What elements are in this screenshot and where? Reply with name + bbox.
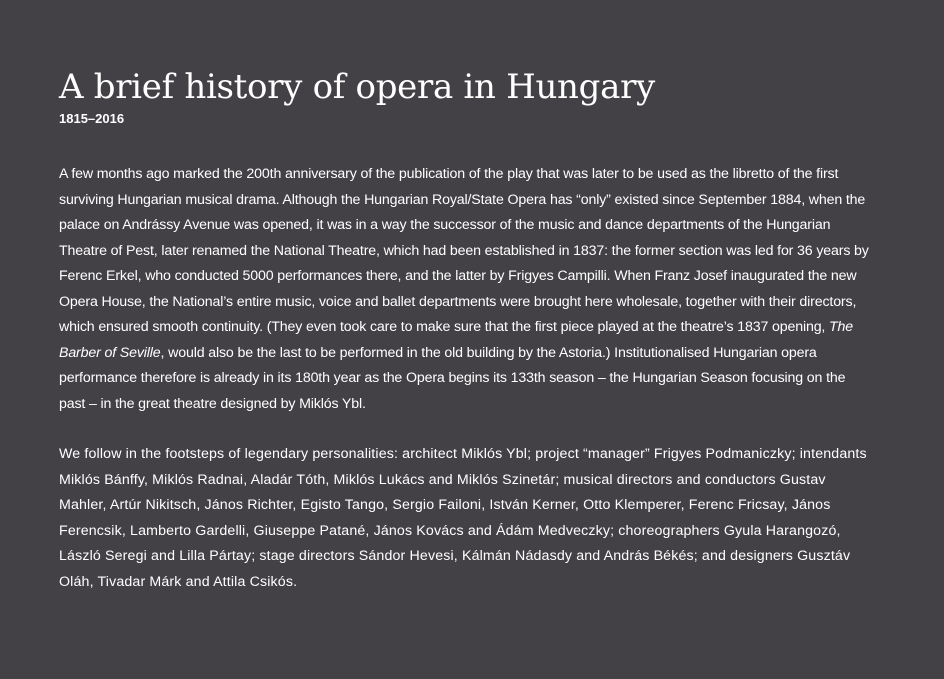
date-range-subtitle: 1815–2016 (59, 111, 125, 126)
history-text-after: , would also be the last to be performed in the old building by the Astoria.) Institutionalised Hungarian opera performance therefore is already in its 180th year as the Opera begins its 133th season – the Hungarian Season focusing on the past – in the great theatre designed by Miklós Ybl. (59, 344, 846, 412)
page-title: A brief history of opera in Hungary (59, 67, 655, 107)
personalities-paragraph: We follow in the footsteps of legendary personalities: architect Miklós Ybl; project “manager” Frigyes Podmaniczky; intendants Miklós Bánffy, Miklós Radnai, Aladár Tóth, Miklós Lukács and Miklós Szinetár; musical directors and conductors Gustav Mahler, Artúr Nikitsch, János Richter, Egisto Tango, Sergio Failoni, István Kerner, Otto Klemperer, Ferenc Fricsay, János Ferencsik, Lamberto Gardelli, Giuseppe Patané, János Kovács and Ádám Medveczky; choreographers Gyula Harangozó, László Seregi and Lilla Pártay; stage directors Sándor Hevesi, Kálmán Nádasdy and András Békés; and designers Gusztáv Oláh, Tivadar Márk and Attila Csikós. (59, 446, 867, 590)
history-paragraph (59, 162, 874, 417)
italic-title: The Barber of Seville (59, 319, 854, 361)
article (59, 64, 874, 595)
history-text-before: A few months ago marked the 200th anniversary of the publication of the play that was later to be used as the libretto of the first surviving Hungarian musical drama. Although the Hungarian Royal/State Opera has “only” existed since September 1884, when the palace on Andrássy Avenue was opened, it was in a way the successor of the music and dance departments of the Hungarian Theatre of Pest, later renamed the National Theatre, which had been established in 1837: the former section was led for 36 years by Ferenc Erkel, who conducted 5000 performances there, and the latter by Frigyes Campilli. When Franz Josef inaugurated the new Opera House, the National’s entire music, voice and ballet departments were brought here wholesale, together with their directors, which ensured smooth continuity. (They even took care to make sure that the first piece played at the theatre’s 1837 opening, (59, 166, 869, 335)
